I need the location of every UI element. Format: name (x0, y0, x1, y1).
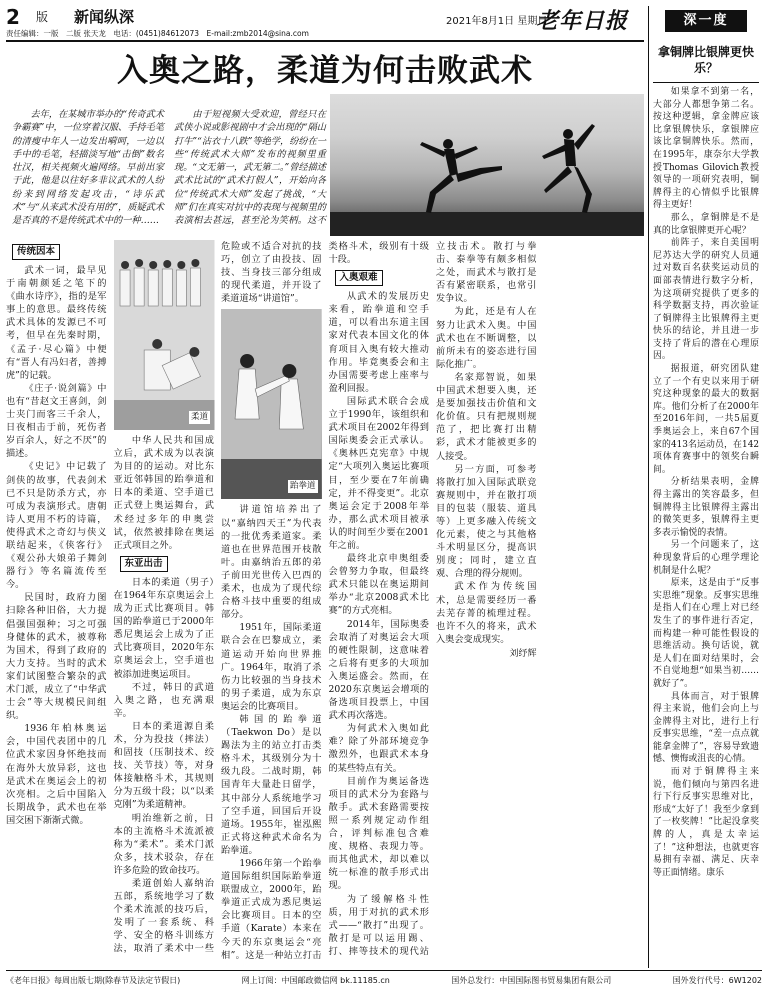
lede (12, 108, 326, 236)
editor-line: 责任编辑：一版 二版 张天龙 电话：(0451)84612073 E-mail:zmb2014@sina.com (6, 29, 309, 38)
paragraph: 1936年柏林奥运会，中国代表团中的几位武术家因身怀绝技而在海外大放异彩，这也是武术在奥运会上的初次亮相。之后中国陷入长期战争，武术也在举国交困下渐渐式微。 (6, 723, 107, 826)
subheading: 传统因本 (12, 244, 60, 260)
paragraph: 武术一词，最早见于南朝颜延之笔下的《曲水诗序》，指的是军事上的意思。最终传统武术具体的发源已不可考，但早在先秦时期，《孟子·尽心篇》中便有“晋人有冯妇者，善搏虎”的记载。 (6, 265, 107, 381)
footer-rule (6, 970, 762, 971)
lede-paragraph: 由于短视频大受欢迎，曾经只在武侠小说或影视剧中才会出现的“隔山打牛”“沾衣十八跌”等绝学，纷纷在一些“传统武术大师”发布的视频里重现。“文无第一，武无第二。”曾经描述武术比试的“武术打假人”，开始向各位“传统武术大师”发起了挑战，“大师”们在真实对抗中的表现与视频里的表演相去甚远，甚至沦为笑柄。这不 (174, 109, 326, 227)
paragraph: 目前作为奥运备选项目的武术分为套路与散手。武术套路需要按照一系列规定动作组合，评判标准包含难度、规格、表现力等。而其他武术，却以难以统一标准的散手形式出现。 (328, 775, 429, 892)
judo-photo (114, 240, 215, 430)
fighters-silhouette-image (330, 94, 644, 236)
column-paragraph: 原来，这是由于“反事实思维”现象。反事实思维是指人们在心理上对已经发生了的事件进行否定，而构建一种可能性假设的思维活动。换句话说，就是人们在面对结果时，会不自觉地想“如果当初……就好了”。 (653, 578, 759, 689)
hero-photo (330, 94, 644, 236)
paragraph: 中华人民共和国成立后，武术成为以表演为目的的运动。对比东亚近邻韩国的跆拳道和日本的柔道、空手道已正式登上奥运舞台，武术经过多年的申奥尝试，依然被排除在奥运正式项目之外。 (113, 435, 214, 551)
article-body (6, 240, 644, 968)
paragraph: 从武术的发展历史来看，跆拳道和空手道，可以看出东道主国家对代表本国文化的体育项目入奥有较大推动作用。毕竟奥委会和主办国需要考虑上座率与盈利回报。 (328, 291, 429, 394)
footer-subscription: 网上订阅：中国邮政微信网 bk.11185.cn (241, 976, 390, 985)
column-body (653, 86, 759, 966)
subheading: 入奥艰难 (335, 270, 383, 286)
paragraph: 日本的柔道（男子）在1964年东京奥运会上成为正式比赛项目。韩国的跆拳道已于2000年悉尼奥运会上成为了正式比赛项目，2020年东京奥运会上，空手道也被添加进奥运项目。 (113, 576, 214, 680)
paragraph: 1966年第一个跆拳道国际组织国际跆拳道联盟成立，2000年，跆拳道正式成为悉尼奥运会比赛项目。日本的空手道（Karate）本来在今天的东京奥运会“亮相”。这是一种站立打击类格斗术，级别有十级十段。 (221, 241, 429, 961)
paragraph: 名家郑智说，如果中国武术想要入奥，还是要加强技击价值和文化价值。只有把规则规范了，把比赛打出精彩，武术才能被更多的人接受。 (436, 371, 537, 462)
paragraph: 不过，韩日的武道入奥之路，也充满艰辛。 (113, 681, 214, 719)
column-paragraph: 如果拿不到第一名，大部分人都想争第二名。按这种逻辑，拿金牌应该比拿银牌快乐，拿银牌应该比拿铜牌快乐。然而，在1995年，康奈尔大学教授Thomas Gilovich教授领导的一项研究表明，铜牌得主的心情似乎比银牌得主更好！ (653, 87, 759, 211)
photo-caption: 跆拳道 (288, 480, 318, 493)
subheading: 东亚出击 (120, 556, 168, 572)
column-paragraph: 具体而言，对于银牌得主来说，他们会向上与金牌得主对比，进行上行反事实思维，“差一点点就能拿金牌了”，容易导致遗憾、懊悔或沮丧的心情。 (653, 691, 759, 765)
paragraph: 民国时，政府力图扫除各种旧俗，大力提倡强国强种；习之可强身健体的武术，被尊称为国术，得到了政府的大力支持。当时的武术家们试图整合繁杂的武术门派，成立了“中华武士会”等大规模民间组织。 (6, 592, 107, 722)
judo-athletes-image (114, 240, 215, 430)
paragraph: 另一方面，可参考将散打加入国际武联竞赛规则中，并在散打项目的包装（服装、道具等）上更多融入传统文化元素，使之与其他格斗术明显区分，提高识别度；同时，建立直观、合理的得分规则。 (436, 463, 537, 580)
footer-publication-note: 《老年日报》每周出版七期(除春节及法定节假日) (6, 976, 181, 985)
column-tag: 深一度 (665, 10, 747, 32)
column-paragraph: 另一个问题来了，这种现象背后的心理学理论机制是什么呢？ (653, 540, 759, 576)
column-title: 拿铜牌比银牌更快乐？ (657, 45, 754, 75)
footer-distributor: 国外总发行：中国国际图书贸易集团有限公司 (451, 976, 612, 985)
paper-name: 老年日报 (536, 8, 629, 34)
page-number: 2 (6, 5, 20, 29)
paragraph: 最终北京申奥组委会曾努力争取，但最终武术只能以在奥运期间举办“北京2008武术比赛”的方式亮相。 (328, 553, 429, 617)
paragraph: 讲道馆培养出了以“嘉纳四天王”为代表的一批优秀柔道家。柔道也在世界范围开枝散叶。由嘉纳治五郎的弟子前田光世传入巴西的柔术，也成为了现代综合格斗技中重要的组成部分。 (221, 504, 322, 621)
paragraph: 为此，还是有人在努力让武术入奥。中国武术也在不断调整，以前所未有的姿态进行国际化推广。 (436, 306, 537, 370)
taekwondo-photo (221, 309, 322, 499)
paragraph: 武术作为传统国术，总是需要经历一番去芜存菁的梳理过程。也许不久的将来，武术入奥会变成现实。 (436, 581, 537, 645)
footer-distribution-code: 国外发行代号：6W1202 (672, 976, 762, 985)
masthead-rule (6, 40, 644, 42)
paragraph: 1951年，国际柔道联合会在巴黎成立，柔道运动开始向世界推广。1964年，取消了杀伤力比较强的当身技术的男子柔道，成为东京奥运会的比赛项目。 (221, 622, 322, 712)
paragraph: 为了缓解格斗性质，用于对抗的武术形式——“散打”出现了。散打是可以运用踢、打、摔等技术的现代站立技击术。散打与拳击、泰拳等有颇多相似之处，而武术与散打是否有紧密联系，也常引发争议。 (328, 241, 537, 957)
column-paragraph: 前阵子，来自美国明尼苏达大学的研究人员通过对数百名获奖运动员的面部表情进行数字分析，为这项研究提供了更多的科学数据支持，再次验证了铜牌得主比银牌得主更快乐的结论，并且进一步支持了背后的潜在心理原因。 (653, 238, 759, 362)
footer (6, 974, 762, 988)
paragraph: 2014年，国际奥委会取消了对奥运会大项的硬性限制，这意味着之后将有更多的大项加入奥运盛会。然而，在2020东京奥运会增项的备选项目投票上，中国武术再次落选。 (328, 618, 429, 722)
side-column (648, 6, 763, 968)
paragraph: 柔道创始人嘉纳治五郎，系统地学习了数个柔术流派的技巧后，发明了一套系统、科学、安全的格斗训练方法，取消了柔术中一些危险或不适合对抗的技巧，创立了由投技、固技、当身技三部分组成的现代柔道，并开设了柔道道场“讲道馆”。 (113, 241, 322, 955)
paragraph: 国际武术联合会成立于1990年，该组织和武术项目在2002年得到国际奥委会正式承认。《奥林匹克宪章》中规定“大项列入奥运比赛项目，至少要在7年前确定，并不得变更”。北京奥运会定于2008年举办，那么武术项目被承认的时间至少要在2001年之前。 (328, 395, 429, 551)
paragraph: 《史记》中记载了剑侠的故事，代表剑术已不只是防杀方式，亦可成为表演形式。唐朝诗人更用不朽的诗篇，使得武术之奇幻与侠义联结起来，《侠客行》《观公孙大娘弟子舞剑器行》等名篇流传至今。 (6, 461, 107, 591)
paragraph: 《庄子·说剑篇》中也有“昔赵文王喜剑，剑士夹门而客三千余人，日夜相击于前，死伤者岁百余人，好之不厌”的描述。 (6, 382, 107, 460)
lede-paragraph: 去年，在某城市举办的“传奇武术争霸赛”中，一位穿着汉服、手持毛笔的清瘦中年人一边发出嗬呵，一边以手中的毛笔，轻描淡写地“击倒”数名壮汉，相关视频火遍网络。早前出家于此，他是以往好多非议武术的人纷纷来到网络发起攻击，“诗乐武术”与“从来武术没有用的”，质疑武术是否真的不是传统武术中的一种…… (12, 109, 164, 227)
column-paragraph: 据报道，研究团队建立了一个有史以来用于研究这种现象的最大的数据库。他们分析了在2000年至2016年间，一共5届夏季奥运会上，来自67个国家的413名运动员，在142项体育赛事中的领奖台瞬间。 (653, 364, 759, 475)
issue-date: 2021年8月1日 星期日 (446, 16, 548, 27)
paragraph: 为何武术入奥如此难？除了外部环境竞争激烈外，也跟武术本身的某些特点有关。 (328, 723, 429, 774)
taekwondo-athletes-image (221, 309, 322, 499)
byline: 刘纾辉 (509, 648, 537, 659)
paragraph: 明治维新之前，日本的主流格斗术流派被称为“柔术”。柔术门派众多，技术驳杂，存在许多危险的致命技巧。 (113, 812, 214, 876)
column-paragraph: 分析结果表明，金牌得主露出的笑容最多，但铜牌得主比银牌得主露出的微笑更多，银牌得主更多表示愉悦的表情。 (653, 477, 759, 538)
section-name: 新闻纵深 (74, 8, 135, 26)
paragraph: 日本的柔道源自柔术，分为投技（摔法）和固技（压制技术、绞技、关节技）等，对身体接触格斗术，其规则分为五级十段；以“以柔克刚”为柔道精神。 (113, 720, 214, 811)
headline: 入奥之路，柔道为何击败武术 (117, 53, 533, 89)
column-paragraph: 而对于铜牌得主来说，他们倾向与第四名进行下行反事实思维对比，形成“太好了！我至少拿到了一枚奖牌！”比起没拿奖牌的人，真是太幸运了！”这种想法，也就更容易拥有幸福、满足、庆幸等正面情绪。康乐 (653, 767, 759, 878)
photo-caption: 柔道 (189, 411, 210, 424)
column-paragraph: 那么，拿铜牌是不是真的比拿银牌更开心呢？ (653, 212, 759, 236)
column-rule (653, 82, 759, 83)
paragraph: 韩国的跆拳道（Taekwon Do）是以踢法为主的站立打击类格斗术，其级别分为十级九段。二战时期，韩国青年大量赴日留学，其中部分人系统地学习了空手道，回国后开设道场。1955年，崔泓熙正式将这种武术命名为跆拳道。 (221, 713, 322, 856)
page-number-suffix: 版 (36, 10, 49, 24)
